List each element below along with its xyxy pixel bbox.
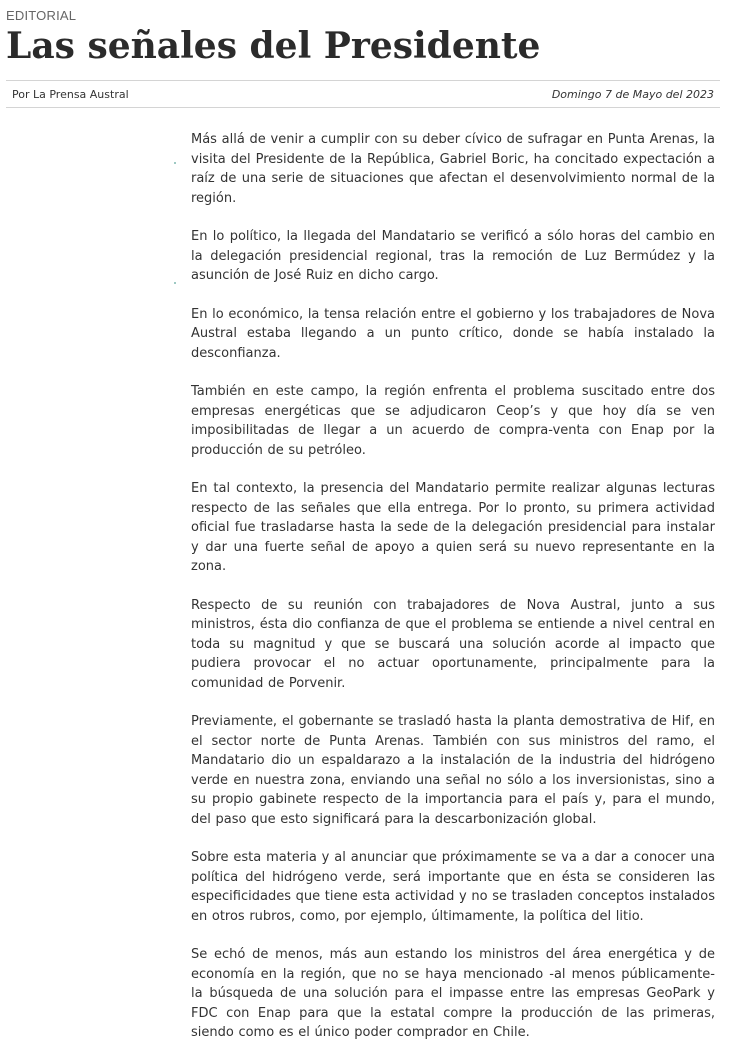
article-title: Las señales del Presidente [6,25,541,67]
article-paragraph: Previamente, el gobernante se trasladó hasta la planta demostrativa de Hif, en el sector norte de Punta Arenas. También con sus ministros del ramo, el Mandatario dio un espaldarazo a la instalación de la industria del hidrógeno verde en nuestra zona, enviando una señal no sólo a los inversionistas, sino a su propio gabinete respecto de la importancia para el país y, para el mundo, del paso que esto significará para la descarbonización global. [191,714,715,827]
article-paragraph: En tal contexto, la presencia del Mandatario permite realizar algunas lecturas respecto de las señales que ella entrega. Por lo pronto, su primera actividad oficial fue trasladarse hasta la sede de la delegación presidencial para instalar y dar una fuerte señal de apoyo a quien será su nuevo representante en la zona. [191,481,715,574]
section-label: EDITORIAL [6,8,77,23]
article-paragraph: Se echó de menos, más aun estando los ministros del área energética y de economía en la región, que no se haya mencionado -al menos públicamente- la búsqueda de una solución para el impasse entre las empresas GeoPark y FDC con Enap para que la estatal compre la producción de las primeras, siendo como es el único poder comprador en Chile. [191,947,715,1040]
article-paragraph: En lo económico, la tensa relación entre el gobierno y los trabajadores de Nova Austral estaba llegando a un punto crítico, donde se había instalado la desconfianza. [191,306,715,361]
left-sidebar [0,120,180,420]
article-date: Domingo 7 de Mayo del 2023 [551,88,714,101]
article-body [191,130,715,1062]
article-paragraph: Sobre esta materia y al anunciar que próximamente se va a dar a conocer una política del hidrógeno verde, será importante que en ésta se consideren las especificidades que tiene esta actividad y no se trasladen conceptos instalados en otros rubros, como, por ejemplo, últimamente, la política del litio. [191,850,715,924]
article-byline: Por La Prensa Austral [12,88,129,101]
article-meta-bar [6,80,720,108]
article-paragraph: En lo político, la llegada del Mandatario se verificó a sólo horas del cambio en la delegación presidencial regional, tras la remoción de Luz Bermúdez y la asunción de José Ruiz en dicho cargo. [191,229,715,283]
article-paragraph: También en este campo, la región enfrenta el problema suscitado entre dos empresas energéticas que se adjudicaron Ceop’s y que hoy día se ven imposibilitadas de llegar a un acuerdo de compra-venta con Enap por la producción de su petróleo. [191,384,715,458]
decorative-dot [174,282,176,284]
decorative-dot [174,162,176,164]
article-paragraph: Respecto de su reunión con trabajadores de Nova Austral, junto a sus ministros, ésta dio confianza de que el problema se entiende a nivel central en toda su magnitud y que se buscará una solución acorde al impacto que pudiera provocar el no actuar oportunamente, principalmente para la comunidad de Porvenir. [191,597,715,691]
article-paragraph: Más allá de venir a cumplir con su deber cívico de sufragar en Punta Arenas, la visita del Presidente de la República, Gabriel Boric, ha concitado expectación a raíz de una serie de situaciones que afectan el desenvolvimiento normal de la región. [191,132,715,206]
